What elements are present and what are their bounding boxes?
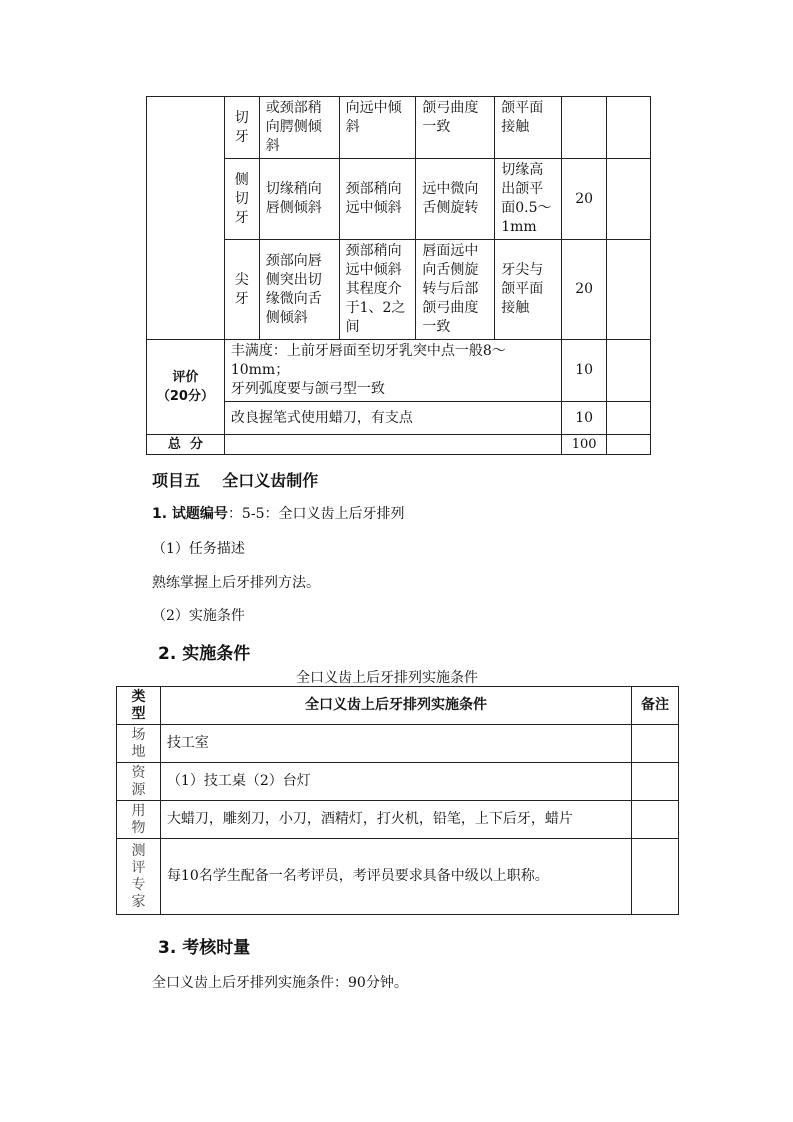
project-title: 项目五 全口义齿制作 — [152, 471, 319, 490]
table-row: 用 物 大蜡刀，雕刻刀，小刀，酒精灯，打火机，铅笔，上下后牙，蜡片 — [117, 801, 679, 839]
table-caption: 全口义齿上后牙排列实施条件 — [296, 670, 478, 686]
table-row: 侧 切 牙 切缘稍向 唇侧倾斜 颈部稍向 远中倾斜 远中微向 舌侧旋转 切缘高 出颌平 面0.5～ 1mm 20 — [147, 159, 651, 240]
table-row — [147, 435, 651, 455]
table-row: 资 源 （1）技工桌（2）台灯 — [117, 763, 679, 801]
score: 20 — [562, 240, 607, 340]
tooth-name: 侧 切 牙 — [224, 159, 259, 240]
conditions-table — [116, 686, 679, 915]
table-row: 切 牙 或颈部稍 向腭侧倾 斜 向远中倾 斜 颌弓曲度 一致 颌平面 接触 — [147, 97, 651, 159]
scoring-table — [146, 96, 651, 455]
table-row: 尖 牙 颈部向唇 侧突出切 缘微向舌 侧倾斜 颈部稍向 远中倾斜 其程度介 于1、2之 间 唇面远中 向舌侧旋 转与后部 颌弓曲度 一致 牙尖与 颌平面 接触 20 — [147, 240, 651, 340]
task-description-heading: （1）任务描述 — [152, 541, 245, 557]
table-row: 改良握笔式使用蜡刀，有支点 10 — [147, 402, 651, 435]
score: 20 — [562, 159, 607, 240]
table-row: 评价 （20分） 丰满度：上前牙唇面至切牙乳突中点一般8～10mm； 牙列弧度要与颌弓型一致 10 — [147, 340, 651, 402]
section-3-heading: 3. 考核时量 — [158, 938, 251, 958]
table-row: 场 地 技工室 — [117, 725, 679, 763]
table-header-row: 类 型 全口义齿上后牙排列实施条件 备注 — [117, 687, 679, 725]
tooth-name: 尖 牙 — [224, 240, 259, 340]
score — [562, 97, 607, 159]
table-row: 测 评 专 家 每10名学生配备一名考评员，考评员要求具备中级以上职称。 — [117, 839, 679, 915]
section-2-heading: 2. 实施条件 — [158, 644, 251, 664]
score: 10 — [562, 402, 607, 435]
total-label: 总 分 — [147, 435, 225, 455]
eval-label: 评价 （20分） — [147, 340, 225, 435]
section-3-text: 全口义齿上后牙排列实施条件：90分钟。 — [152, 975, 408, 991]
total-score: 100 — [562, 435, 607, 455]
task-description-text: 熟练掌握上后牙排列方法。 — [152, 575, 320, 591]
item1: 1. 试题编号：5-5：全口义齿上后牙排列 — [152, 506, 405, 522]
conditions-heading: （2）实施条件 — [152, 608, 245, 624]
tooth-name: 切 牙 — [224, 97, 259, 159]
score: 10 — [562, 340, 607, 402]
